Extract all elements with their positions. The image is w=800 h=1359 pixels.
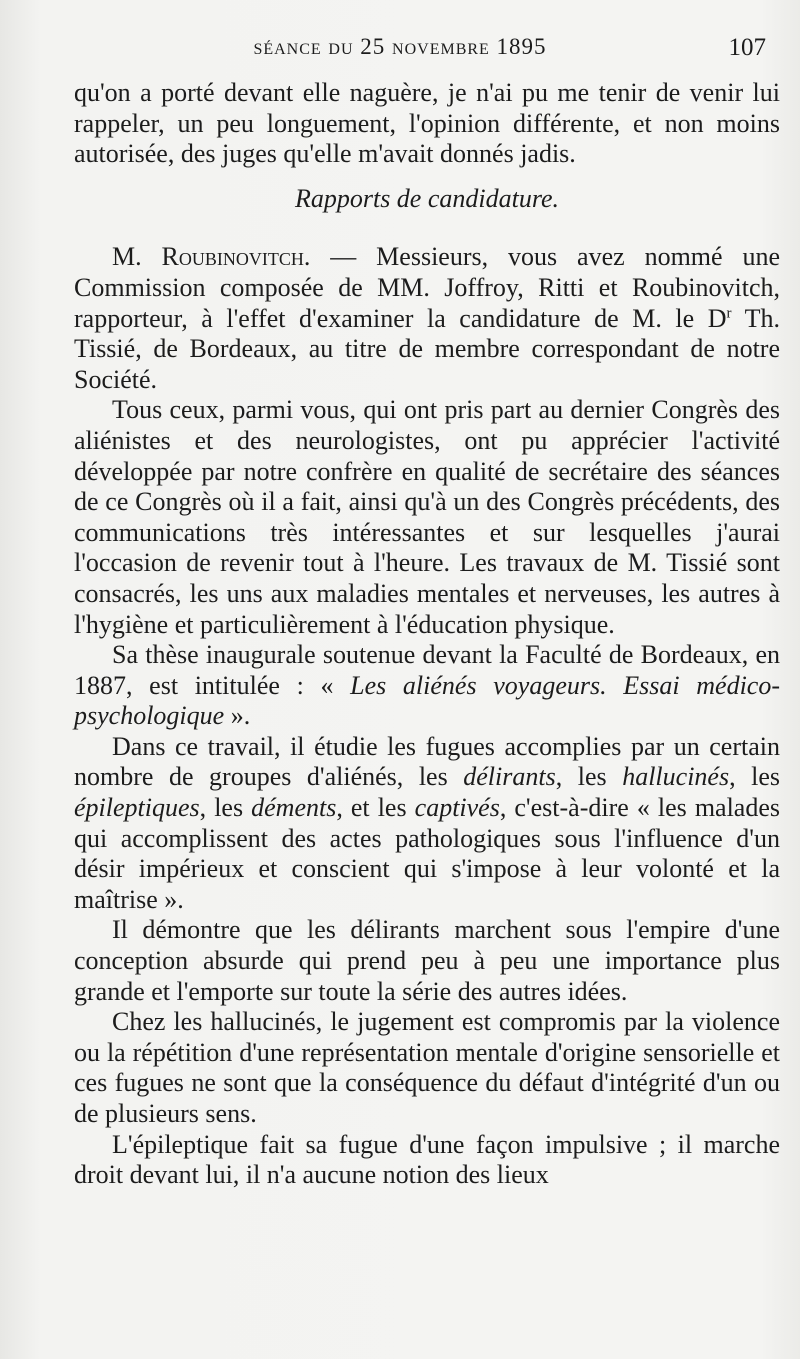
paragraph-text: , et les xyxy=(336,793,415,823)
term-delirants: délirants xyxy=(463,762,556,792)
paragraph-epileptique: L'épileptique fait sa fugue d'une façon impulsive ; il marche droit devant lui, il n'a aucune notion des lieux xyxy=(74,1129,780,1190)
paragraph-congres: Tous ceux, parmi vous, qui ont pris part au dernier Congrès des aliénistes et des neurologistes, ont pu apprécier l'activité développée par notre confrère en qualité de secrétaire des séances de ce Congrès où il a fait, ainsi qu'à un des Congrès précédents, des communications très intéressantes et sur lesquelles j'aurai l'occasion de revenir tout à l'heure. Les travaux de M. Tissié sont consacrés, les uns aux maladies mentales et nerveuses, les autres à l'hygiène et particulièrement à l'éducation physique. xyxy=(74,395,780,639)
superscript: r xyxy=(726,304,732,321)
paragraph-text: Th. Tissié, de Bordeaux, au titre de membre correspondant de notre Société. xyxy=(74,303,780,394)
paragraph-delirants: Il démontre que les délirants marchent sous l'empire d'une conception absurde qui prend peu à peu une importance plus grande et l'emporte sur toute la série des autres idées. xyxy=(74,915,780,1006)
paragraph-continuation: qu'on a porté devant elle naguère, je n'ai pu me tenir de venir lui rappeler, un peu longuement, l'opinion différente, et non moins autorisée, des juges qu'elle m'avait donnés jadis. xyxy=(74,78,780,169)
page-header xyxy=(0,34,800,70)
thesis-title: Les aliénés voyageurs. Essai médico-psychologique xyxy=(74,670,781,731)
term-hallucines: hallucinés xyxy=(622,762,730,792)
running-title: séance du 25 novembre 1895 xyxy=(253,34,547,59)
paragraph-text: , c'est-à-dire « les malades qui accomplissent des actes pathologiques sous l'influence d'un désir impérieux et conscient qui s'impose à leur volonté et la maîtrise ». xyxy=(74,793,781,914)
paragraph-these xyxy=(74,640,780,732)
paragraph-text: — Messieurs, vous avez nommé une Commission composée de MM. Joffroy, Ritti et Roubinovitch, rapporteur, à l'effet d'examiner la candidature de M. le D xyxy=(74,242,780,333)
paragraph-text: ». xyxy=(224,701,251,731)
speaker-name: M. Roubinovitch. xyxy=(112,242,311,272)
term-epileptiques: épileptiques xyxy=(74,793,200,823)
section-title: Rapports de candidature. xyxy=(294,183,560,213)
paragraph-text: , les xyxy=(199,793,252,823)
paragraph-text: Sa thèse inaugurale soutenue devant la Faculté de Bordeaux, en 1887, est intitulée : « xyxy=(74,640,780,700)
body-text xyxy=(74,78,780,1191)
paragraph-text: , les xyxy=(729,762,781,792)
paragraph-text: , les xyxy=(555,762,623,792)
paragraph-hallucines: Chez les hallucinés, le jugement est compromis par la violence ou la répétition d'une représentation mentale d'origine sensorielle et ces fugues ne sont que la conséquence du défaut d'intégrité d'un ou de plusieurs sens. xyxy=(74,1007,780,1128)
paragraph-roubinovitch xyxy=(74,242,780,395)
paragraph-text: Dans ce travail, il étudie les fugues accomplies par un certain nombre de groupes d'aliénés, les xyxy=(74,731,780,792)
page-number: 107 xyxy=(728,34,766,61)
term-captives: captivés xyxy=(414,793,500,823)
term-dements: déments xyxy=(251,793,337,823)
paragraph-travail xyxy=(74,732,780,916)
